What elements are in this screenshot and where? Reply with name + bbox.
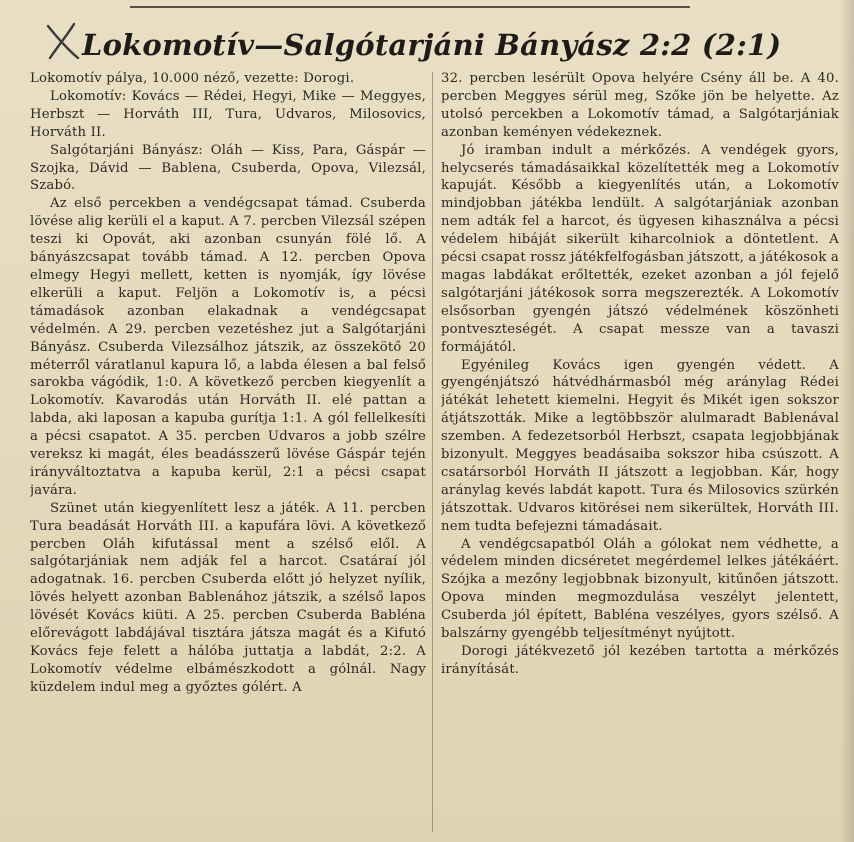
guest-team-assessment-paragraph: A vendégcsapatból Oláh a gólokat nem védhette, a védelem minden dicséretet megérdemel lelkes játékáért. Szójka a mezőny legjobbnak bizonyult, kitűnően játszott. Opova minden megmozdulása veszélyt jelentett, Csuberda jól épített, Babléna veszélyes, gyors szélső. A balszárny gyengébb teljesítményt nyújtott. bbox=[441, 536, 839, 642]
salgotarjan-lineup-paragraph: Salgótarjáni Bányász: Oláh — Kiss, Para, Gáspár — Szojka, Dávid — Bablena, Csuberda, Opova, Vilezsál, Szabó. bbox=[30, 142, 426, 194]
handwritten-x-mark bbox=[44, 20, 84, 62]
lokomotiv-lineup-paragraph: Lokomotív: Kovács — Rédei, Hegyi, Mike — Meggyes, Herbszt — Horváth III, Tura, Udvaros, Milosovics, Horváth II. bbox=[30, 88, 426, 140]
referee-paragraph: Dorogi játékvezető jól kezében tartotta a mérkőzés irányítását. bbox=[441, 644, 839, 677]
article-column-left bbox=[30, 70, 426, 840]
match-summary-paragraph: Jó iramban indult a mérkőzés. A vendégek gyors, helycserés támadásaikkal közelítették meg a Lokomotív kapuját. Később a kiegyenlítés után, a Lokomotív mindjobban játékba lendült. A salgótarjániak azonban nem adták fel a harcot, és ügyesen kihasználva a pécsi védelem hibáját sikerült kiharcolniok a döntetlent. A pécsi csapat rossz játékfelfogásban játszott, a játékosok a magas labdákat erőltették, ezeket azonban a jól fejelő salgótarjáni játékosok sorra megszerezték. A Lokomotív elsősorban gyengén játszó védelmének köszönheti pontveszteségét. A csapat messze van a tavaszi formájától. bbox=[441, 142, 839, 355]
first-half-paragraph: Az első percekben a vendégcsapat támad. Csuberda lövése alig kerüli el a kaput. A 7. percben Vilezsál szépen teszi ki Opovát, aki azonban csunyán fölé lő. A bányászcsapat tovább támad. A 12. percben Opova elmegy Hegyi mellett, ketten is nyomják, így lövése elkerüli a kaput. Feljön a Lokomotív is, a pécsi támadások azonban elakadnak a vendégcsapat védelmén. A 29. percben vezetéshez jut a Salgótarjáni Bányász. Csuberda Vilezsálhoz játszik, az összekötő 20 méterről váratlanul kapura lő, a labda élesen a bal felső sarokba vágódik, 1:0. A következő percben kiegyenlít a Lokomotív. Kavarodás után Horváth II. elé pattan a labda, aki laposan a kapuba gurítja 1:1. A gól fellelkesíti a pécsi csapatot. A 35. percben Udvaros a jobb szélre vereksz ki magát, éles beadásszerű lövése Gáspár tején irányváltoztatva a kapuba kerül, 2:1 a pécsi csapat javára. bbox=[30, 196, 426, 498]
article-column-right bbox=[441, 70, 839, 840]
match-info-paragraph: Lokomotív pálya, 10.000 néző, vezette: Dorogi. bbox=[30, 71, 355, 86]
article-headline: Lokomotív—Salgótarjáni Bányász 2:2 (2:1) bbox=[82, 28, 782, 62]
individual-assessment-paragraph: Egyénileg Kovács igen gyengén védett. A gyengénjátszó hátvédhármasból még aránylag Rédei játékát lehetett kiemelni. Hegyit és Mikét igen sokszor átjátszották. Mike a legtöbbször alulmaradt Bablenával szemben. A fedezetsorból Herbszt, csapata legjobbjának bizonyult. Meggyes beadásaiba sokszor hiba csúszott. A csatársorból Horváth II játszott a legjobban. Kár, hogy aránylag kevés labdát kapott. Tura és Milosovics szürkén játszottak. Udvaros kitörései nem sikerültek, Horváth III. nem tudta befejezni támadásait. bbox=[441, 357, 839, 534]
top-rule bbox=[130, 0, 690, 8]
column-divider bbox=[432, 72, 433, 832]
second-half-paragraph: Szünet után kiegyenlített lesz a játék. A 11. percben Tura beadását Horváth III. a kapufára lövi. A következő percben Oláh kifutással ment a szélső elől. A salgótarjániak nem adják fel a harcot. Csatáraí jól adogatnak. 16. percben Csuberda előtt jó helyzet nyílik, lövés helyett azonban Bablenához játszik, a szélső lapos lövését Kovács kiüti. A 25. percben Csuberda Babléna előrevágott labdájával tisztára játsza magát és a Kifutó Kovács feje felett a hálóba juttatja a labdát, 2:2. A Lokomotív védelme elbámészkodott a gólnál. Nagy küzdelem indul meg a győztes gólért. A bbox=[30, 500, 426, 695]
continuation-paragraph: 32. percben lesérült Opova helyére Csény áll be. A 40. percben Meggyes sérül meg, Szőke jön be helyette. Az utolsó percekben a Lokomotív támad, a Salgótarjániak azonban keményen védekeznek. bbox=[441, 71, 839, 140]
page-edge-shadow bbox=[840, 0, 854, 842]
